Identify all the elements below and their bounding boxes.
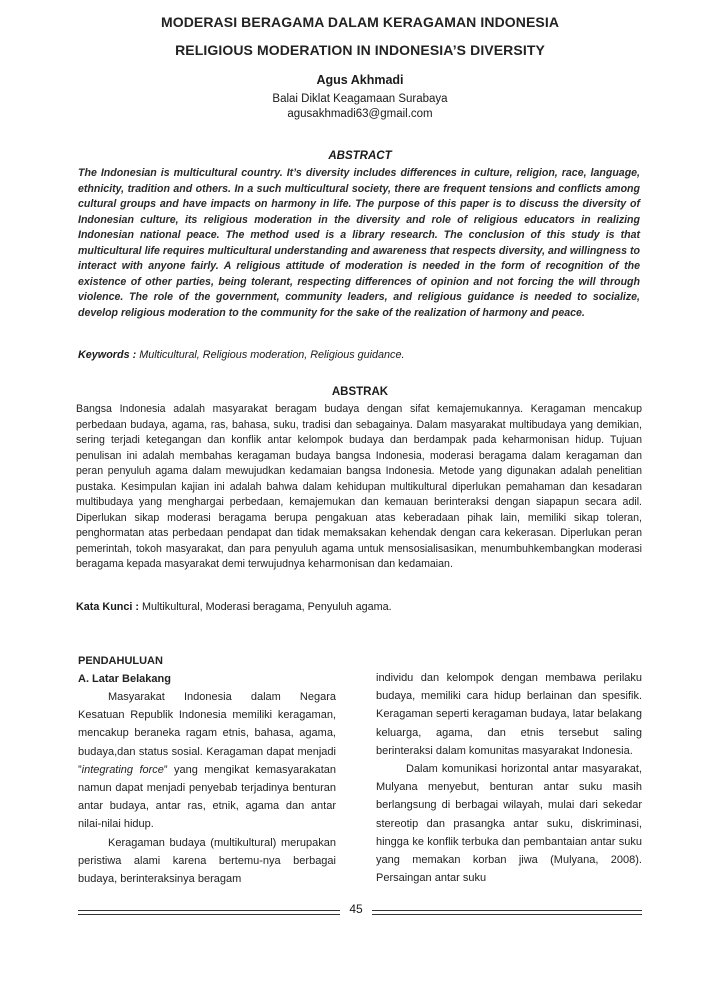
- author-affiliation-block: [60, 92, 660, 122]
- kata-kunci-list: Multikultural, Moderasi beragama, Penyuluh agama.: [142, 601, 392, 613]
- keywords-english: [78, 349, 640, 361]
- body-paragraph: Dalam komunikasi horizontal antar masyarakat, Mulyana menyebut, benturan antar suku masih berlangsung di berbagai wilayah, mulai dari sekedar stereotip dan prasangka antar suku, diskriminasi, hingga ke konflik terbuka dan pembantaian antar suku yang memakan korban jiwa (Mulyana, 2008). Persaingan antar suku: [376, 763, 642, 885]
- paragraph-text: ” yang mengikat kemasyarakatan namun dapat menjadi penyebab terjadinya benturan antar budaya, antar ras, etnik, agama dan antar nilai-nilai hidup.: [78, 763, 336, 831]
- footer-rule-left: [78, 910, 340, 915]
- kata-kunci-label: Kata Kunci :: [76, 601, 139, 613]
- paragraph-text: Masyarakat Indonesia dalam Negara Kesatuan Republik Indonesia memiliki keragaman, mencakup beraneka ragam etnis, bahasa, agama, budaya,dan status sosial. Keragaman dapat menjadi ”: [78, 691, 336, 776]
- keywords-list: Multicultural, Religious moderation, Religious guidance.: [139, 349, 405, 361]
- title-english: RELIGIOUS MODERATION IN INDONESIA’S DIVERSITY: [175, 42, 545, 58]
- abstrak-indonesian-text: Bangsa Indonesia adalah masyarakat beragam budaya dengan sifat kemajemukannya. Keragaman mencakup perbedaan budaya, agama, ras, bahasa, suku, tradisi dan sebagainya. Dalam masyarakat multibudaya yang demikian, sering terjadi ketegangan dan konflik antar kelompok budaya dan berdampak pada keharmonisan hidup. Tujuan penulisan ini adalah membahas keragaman budaya bangsa Indonesia, moderasi beragama dalam keragaman dan peran penyuluh agama dalam mewujudkan kedamaian bangsa Indonesia. Metode yang digunakan adalah penelitian pustaka. Kesimpulan kajian ini adalah bahwa dalam kehidupan multikultural diperlukan pemahaman dan kesadaran multibudaya yang menghargai perbedaan, kemajemukan dan kemauan berinteraksi dengan siapapun secara adil. Diperlukan sikap moderasi beragama berupa pengakuan atas keberadaan pihak lain, memiliki sikap toleran, penghormatan atas perbedaan pendapat dan tidak memaksakan kehendak dengan cara kekerasan. Diperlukan peran pemerintah, tokoh masyarakat, dan para penyuluh agama untuk mensosialisasikan, menumbuhkembangkan moderasi beragama kepada masyarakat demi terwujudnya keharmonisan dan kedamaian.: [76, 403, 642, 570]
- abstrak-heading: ABSTRAK: [331, 386, 389, 398]
- body-column-left: [78, 652, 336, 888]
- body-paragraph: [78, 688, 336, 834]
- affiliation: Balai Diklat Keagamaan Surabaya: [272, 93, 448, 105]
- abstract-english-text: The Indonesian is multicultural country. It’s diversity includes differences in culture, religion, race, language, ethnicity, tradition and others. In a such multicultural society, there are frequent tensions and conflicts among cultural groups and have impacts on harmony in life. The purpose of this paper is to discuss the diversity of Indonesian culture, its religious moderation in the diversity and role of religious educators in realizing Indonesian national peace. The method used is a library research. The conclusion of this study is that multicultural life requires multicultural understanding and awareness that respects diversity, and willingness to interact with anyone fairly. A religious attitude of moderation is needed in the form of recognition of the existence of other parties, being tolerant, respecting differences of opinion and not forcing the will through violence. The role of the government, community leaders, and religious guidance is needed to socialize, develop religious moderation to the community for the sake of the realization of harmony and peace.: [78, 167, 640, 319]
- section-heading: PENDAHULUAN: [78, 655, 163, 667]
- footer-rule-right: [372, 910, 642, 915]
- title-indonesian: MODERASI BERAGAMA DALAM KERAGAMAN INDONESIA: [160, 14, 560, 30]
- page-number: 45: [349, 902, 363, 916]
- keywords-indonesian: [76, 601, 638, 613]
- subsection-heading: A. Latar Belakang: [78, 673, 171, 685]
- body-paragraph: individu dan kelompok dengan membawa perilaku budaya, memiliki cara hidup berlainan dan spesifik. Keragaman seperti keragaman budaya, latar belakang keluarga, agama, dan etnis tersebut saling berinteraksi dalam komunitas masyarakat Indonesia.: [376, 672, 642, 757]
- body-column-right: [376, 669, 642, 887]
- keywords-label: Keywords :: [78, 349, 137, 361]
- body-paragraph: Keragaman budaya (multikultural) merupakan peristiwa alami karena bertemu-nya berbagai budaya, berinteraksinya beragam: [78, 836, 336, 886]
- author-name: Agus Akhmadi: [316, 73, 404, 87]
- abstract-heading: ABSTRACT: [328, 150, 392, 162]
- italic-term: integrating force: [81, 763, 164, 776]
- author-email: agusakhmadi63@gmail.com: [287, 108, 433, 120]
